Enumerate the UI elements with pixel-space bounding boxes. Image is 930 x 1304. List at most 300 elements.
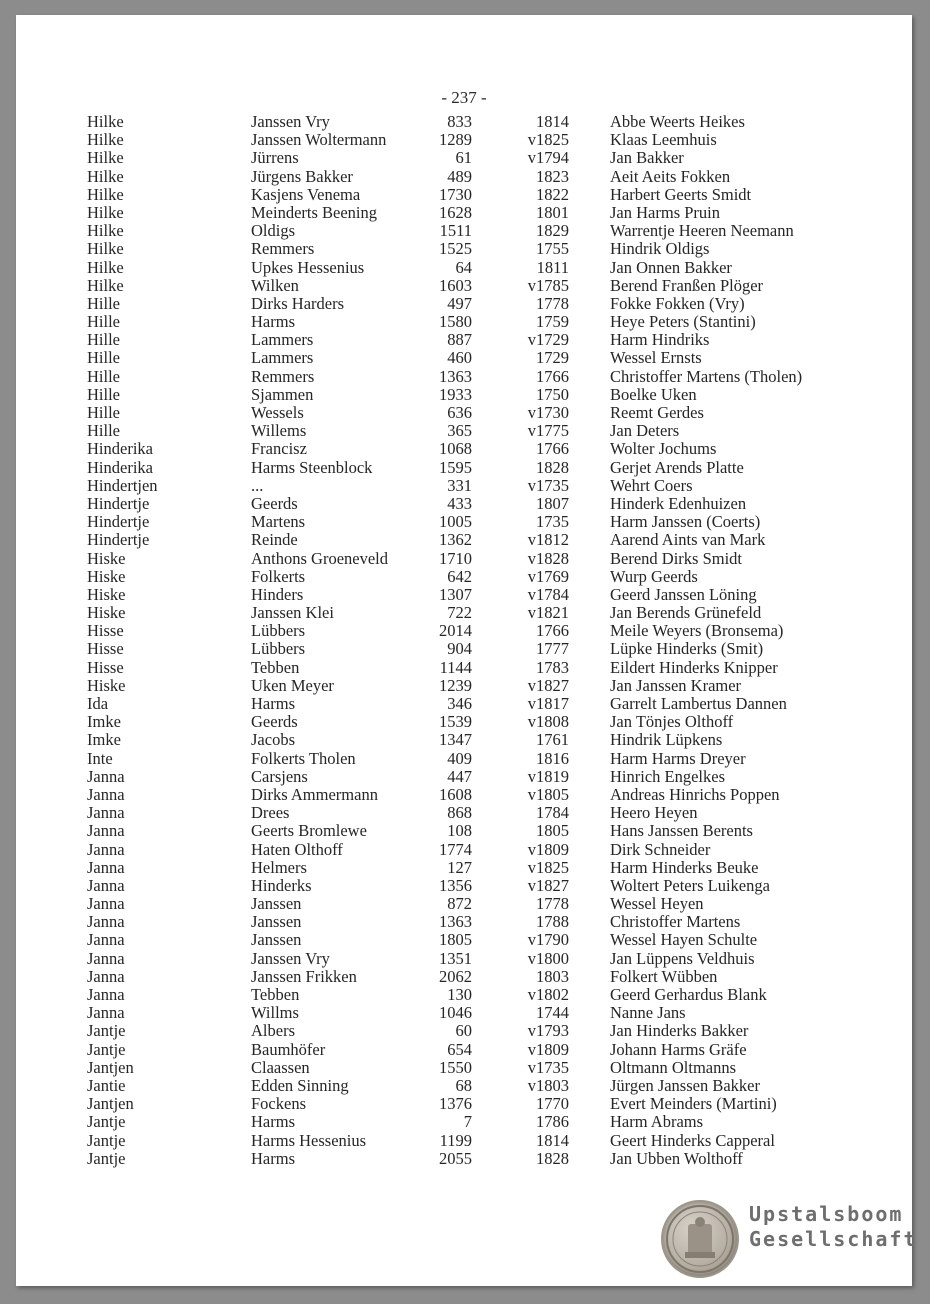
first-name-cell: Hisse <box>87 657 124 677</box>
spouse-cell: Boelke Uken <box>610 384 697 404</box>
year-cell: 1823 <box>536 166 569 186</box>
surname-cell: ... <box>251 475 264 495</box>
spouse-cell: Folkert Wübben <box>610 966 718 986</box>
spouse-cell: Johann Harms Gräfe <box>610 1039 747 1059</box>
register-row <box>87 986 847 1004</box>
year-cell: v1800 <box>527 948 569 968</box>
surname-cell: Folkerts Tholen <box>251 748 356 768</box>
register-row <box>87 604 847 622</box>
surname-cell: Fockens <box>251 1094 306 1114</box>
register-row <box>87 1113 847 1131</box>
spouse-cell: Wurp Geerds <box>610 566 698 586</box>
number-cell: 1356 <box>439 875 472 895</box>
number-cell: 1068 <box>439 439 472 459</box>
spouse-cell: Jan Berends Grünefeld <box>610 603 762 623</box>
register-row <box>87 186 847 204</box>
year-cell: v1808 <box>527 712 569 732</box>
number-cell: 1550 <box>439 1057 472 1077</box>
year-cell: v1802 <box>527 985 569 1004</box>
number-cell: 833 <box>447 112 472 131</box>
year-cell: 1788 <box>536 912 569 932</box>
register-row <box>87 768 847 786</box>
number-cell: 1046 <box>439 1003 472 1023</box>
number-cell: 904 <box>447 639 472 659</box>
surname-cell: Helmers <box>251 857 307 877</box>
first-name-cell: Hisse <box>87 639 124 659</box>
spouse-cell: Jan Ubben Wolthoff <box>610 1148 743 1168</box>
surname-cell: Janssen Vry <box>251 948 330 968</box>
register-row <box>87 750 847 768</box>
spouse-cell: Hinrich Engelkes <box>610 766 726 786</box>
spouse-cell: Eildert Hinderks Knipper <box>610 657 778 677</box>
first-name-cell: Hilke <box>87 112 124 131</box>
register-row <box>87 1022 847 1040</box>
first-name-cell: Hindertjen <box>87 475 158 495</box>
surname-cell: Upkes Hessenius <box>251 257 365 277</box>
surname-cell: Drees <box>251 803 290 823</box>
surname-cell: Geerds <box>251 712 298 732</box>
spouse-cell: Reemt Gerdes <box>610 403 704 422</box>
spouse-cell: Jan Janssen Kramer <box>610 675 742 695</box>
spouse-cell: Nanne Jans <box>610 1003 686 1023</box>
spouse-cell: Jan Bakker <box>610 148 684 168</box>
first-name-cell: Janna <box>87 821 125 841</box>
register-row <box>87 895 847 913</box>
number-cell: 1525 <box>439 239 472 259</box>
first-name-cell: Hilke <box>87 221 124 241</box>
number-cell: 61 <box>455 148 472 168</box>
year-cell: v1784 <box>527 584 569 604</box>
first-name-cell: Jantje <box>87 1130 126 1150</box>
register-row <box>87 804 847 822</box>
year-cell: v1827 <box>527 875 569 895</box>
year-cell: 1822 <box>536 184 569 204</box>
surname-cell: Martens <box>251 512 306 532</box>
register-row <box>87 822 847 840</box>
surname-cell: Anthons Groeneveld <box>251 548 389 568</box>
year-cell: v1828 <box>527 548 569 568</box>
number-cell: 331 <box>447 475 472 495</box>
first-name-cell: Janna <box>87 803 125 823</box>
first-name-cell: Jantjen <box>87 1057 134 1077</box>
first-name-cell: Janna <box>87 875 125 895</box>
number-cell: 130 <box>447 985 472 1004</box>
register-row <box>87 386 847 404</box>
number-cell: 1363 <box>439 366 472 386</box>
number-cell: 1005 <box>439 512 472 532</box>
spouse-cell: Berend Franßen Plöger <box>610 275 764 295</box>
number-cell: 1603 <box>439 275 472 295</box>
register-row <box>87 659 847 677</box>
surname-cell: Uken Meyer <box>251 675 334 695</box>
surname-cell: Dirks Ammermann <box>251 784 378 804</box>
year-cell: v1821 <box>527 603 569 623</box>
register-row <box>87 550 847 568</box>
number-cell: 7 <box>463 1112 472 1132</box>
first-name-cell: Ida <box>87 694 109 713</box>
surname-cell: Janssen Woltermann <box>251 130 387 150</box>
first-name-cell: Hilke <box>87 184 124 204</box>
year-cell: v1817 <box>527 694 569 713</box>
surname-cell: Jürgens Bakker <box>251 166 353 186</box>
surname-cell: Albers <box>251 1021 295 1041</box>
first-name-cell: Hilke <box>87 202 124 222</box>
surname-cell: Remmers <box>251 366 315 386</box>
number-cell: 654 <box>447 1039 472 1059</box>
number-cell: 1199 <box>439 1130 472 1150</box>
year-cell: v1812 <box>527 530 569 550</box>
spouse-cell: Andreas Hinrichs Poppen <box>610 784 780 804</box>
number-cell: 872 <box>447 894 472 914</box>
register-row <box>87 586 847 604</box>
register-row <box>87 859 847 877</box>
register-row <box>87 1132 847 1150</box>
spouse-cell: Hindrik Lüpkens <box>610 730 723 750</box>
first-name-cell: Jantje <box>87 1112 126 1132</box>
number-cell: 1608 <box>439 784 472 804</box>
surname-cell: Lübbers <box>251 621 306 641</box>
register-row <box>87 531 847 549</box>
first-name-cell: Janna <box>87 985 125 1004</box>
year-cell: v1769 <box>527 566 569 586</box>
year-cell: 1735 <box>536 512 569 532</box>
number-cell: 722 <box>447 603 472 623</box>
spouse-cell: Geerd Gerhardus Blank <box>610 985 767 1004</box>
year-cell: v1730 <box>527 403 569 422</box>
first-name-cell: Inte <box>87 748 113 768</box>
year-cell: 1761 <box>536 730 569 750</box>
register-row <box>87 259 847 277</box>
spouse-cell: Geert Hinderks Capperal <box>610 1130 775 1150</box>
surname-cell: Janssen <box>251 930 302 950</box>
number-cell: 1363 <box>439 912 472 932</box>
first-name-cell: Jantje <box>87 1148 126 1168</box>
number-cell: 642 <box>447 566 472 586</box>
register-row <box>87 368 847 386</box>
spouse-cell: Harm Harms Dreyer <box>610 748 746 768</box>
surname-cell: Willms <box>251 1003 299 1023</box>
spouse-cell: Harbert Geerts Smidt <box>610 184 752 204</box>
first-name-cell: Hiske <box>87 603 126 623</box>
surname-cell: Meinderts Beening <box>251 202 378 222</box>
year-cell: 1759 <box>536 312 569 332</box>
number-cell: 68 <box>455 1075 472 1095</box>
first-name-cell: Imke <box>87 712 121 732</box>
first-name-cell: Hilke <box>87 130 124 150</box>
first-name-cell: Hinderika <box>87 457 153 477</box>
number-cell: 460 <box>447 348 472 368</box>
first-name-cell: Hindertje <box>87 512 150 532</box>
register-row <box>87 1150 847 1168</box>
spouse-cell: Harm Abrams <box>610 1112 704 1132</box>
surname-cell: Wessels <box>251 403 304 422</box>
number-cell: 1539 <box>439 712 472 732</box>
spouse-cell: Klaas Leemhuis <box>610 130 717 150</box>
surname-cell: Janssen Vry <box>251 112 330 131</box>
register-row <box>87 404 847 422</box>
surname-cell: Jacobs <box>251 730 295 750</box>
year-cell: 1803 <box>536 966 569 986</box>
year-cell: 1766 <box>536 439 569 459</box>
number-cell: 1933 <box>439 384 472 404</box>
number-cell: 1710 <box>439 548 472 568</box>
first-name-cell: Hindertje <box>87 530 150 550</box>
year-cell: 1828 <box>536 457 569 477</box>
surname-cell: Remmers <box>251 239 315 259</box>
first-name-cell: Janna <box>87 1003 125 1023</box>
surname-cell: Harms <box>251 1112 295 1132</box>
first-name-cell: Hille <box>87 330 120 350</box>
spouse-cell: Jan Deters <box>610 421 680 441</box>
number-cell: 1730 <box>439 184 472 204</box>
year-cell: 1777 <box>536 639 569 659</box>
register-row <box>87 422 847 440</box>
year-cell: v1803 <box>527 1075 569 1095</box>
spouse-cell: Lüpke Hinderks (Smit) <box>610 639 764 659</box>
register-row <box>87 168 847 186</box>
spouse-cell: Christoffer Martens (Tholen) <box>610 366 803 386</box>
register-row <box>87 240 847 258</box>
register-row <box>87 713 847 731</box>
spouse-cell: Wessel Ernsts <box>610 348 702 368</box>
year-cell: 1828 <box>536 1148 569 1168</box>
year-cell: 1770 <box>536 1094 569 1114</box>
first-name-cell: Hilke <box>87 239 124 259</box>
register-row <box>87 204 847 222</box>
surname-cell: Harms Hessenius <box>251 1130 367 1150</box>
first-name-cell: Jantje <box>87 1039 126 1059</box>
first-name-cell: Hiske <box>87 566 126 586</box>
year-cell: 1755 <box>536 239 569 259</box>
spouse-cell: Jan Tönjes Olthoff <box>610 712 734 732</box>
number-cell: 1580 <box>439 312 472 332</box>
year-cell: 1807 <box>536 493 569 513</box>
document-page <box>16 15 918 1286</box>
spouse-cell: Abbe Weerts Heikes <box>610 112 745 131</box>
year-cell: 1829 <box>536 221 569 241</box>
spouse-cell: Evert Meinders (Martini) <box>610 1094 777 1114</box>
register-row <box>87 695 847 713</box>
surname-cell: Willems <box>251 421 307 441</box>
year-cell: 1801 <box>536 202 569 222</box>
surname-cell: Geerds <box>251 493 298 513</box>
first-name-cell: Hille <box>87 384 120 404</box>
number-cell: 2014 <box>439 621 472 641</box>
number-cell: 489 <box>447 166 472 186</box>
surname-cell: Kasjens Venema <box>251 184 361 204</box>
year-cell: 1729 <box>536 348 569 368</box>
spouse-cell: Dirk Schneider <box>610 839 711 859</box>
year-cell: v1805 <box>527 784 569 804</box>
register-row <box>87 440 847 458</box>
spouse-cell: Oltmann Oltmanns <box>610 1057 737 1077</box>
surname-cell: Janssen <box>251 912 302 932</box>
number-cell: 108 <box>447 821 472 841</box>
number-cell: 1307 <box>439 584 472 604</box>
year-cell: 1783 <box>536 657 569 677</box>
spouse-cell: Aarend Aints van Mark <box>610 530 766 550</box>
register-row <box>87 222 847 240</box>
spouse-cell: Jan Harms Pruin <box>610 202 720 222</box>
page-number: - 237 - <box>441 88 487 107</box>
number-cell: 1511 <box>439 221 472 241</box>
number-cell: 887 <box>447 330 472 350</box>
year-cell: 1778 <box>536 894 569 914</box>
brand-line-1: Upstalsboom <box>749 1202 904 1226</box>
year-cell: v1825 <box>527 130 569 150</box>
year-cell: 1786 <box>536 1112 569 1132</box>
year-cell: 1744 <box>536 1003 569 1023</box>
year-cell: 1766 <box>536 366 569 386</box>
first-name-cell: Hinderika <box>87 439 153 459</box>
surname-cell: Carsjens <box>251 766 308 786</box>
first-name-cell: Hilke <box>87 148 124 168</box>
surname-cell: Janssen Frikken <box>251 966 357 986</box>
first-name-cell: Janna <box>87 966 125 986</box>
year-cell: v1785 <box>527 275 569 295</box>
year-cell: v1809 <box>527 1039 569 1059</box>
first-name-cell: Janna <box>87 912 125 932</box>
number-cell: 1289 <box>439 130 472 150</box>
register-row <box>87 1059 847 1077</box>
first-name-cell: Hilke <box>87 275 124 295</box>
register-row <box>87 277 847 295</box>
surname-cell: Folkerts <box>251 566 306 586</box>
number-cell: 64 <box>455 257 472 277</box>
surname-cell: Hinders <box>251 584 304 604</box>
spouse-cell: Gerjet Arends Platte <box>610 457 744 477</box>
year-cell: v1793 <box>527 1021 569 1041</box>
first-name-cell: Hille <box>87 366 120 386</box>
spouse-cell: Garrelt Lambertus Dannen <box>610 694 787 713</box>
register-row <box>87 513 847 531</box>
spouse-cell: Jürgen Janssen Bakker <box>610 1075 760 1095</box>
first-name-cell: Jantie <box>87 1075 126 1095</box>
register-row <box>87 1077 847 1095</box>
surname-cell: Lammers <box>251 348 314 368</box>
year-cell: v1735 <box>527 475 569 495</box>
number-cell: 1362 <box>439 530 472 550</box>
spouse-cell: Heye Peters (Stantini) <box>610 312 756 332</box>
first-name-cell: Hille <box>87 421 120 441</box>
register-row <box>87 913 847 931</box>
surname-cell: Lübbers <box>251 639 306 659</box>
first-name-cell: Janna <box>87 839 125 859</box>
first-name-cell: Janna <box>87 784 125 804</box>
spouse-cell: Woltert Peters Luikenga <box>610 875 770 895</box>
spouse-cell: Meile Weyers (Bronsema) <box>610 621 784 641</box>
surname-cell: Dirks Harders <box>251 293 345 313</box>
number-cell: 1628 <box>439 202 472 222</box>
first-name-cell: Hilke <box>87 257 124 277</box>
register-row <box>87 841 847 859</box>
surname-cell: Haten Olthoff <box>251 839 343 859</box>
surname-cell: Harms Steenblock <box>251 457 373 477</box>
surname-cell: Tebben <box>251 985 300 1004</box>
number-cell: 1347 <box>439 730 472 750</box>
brand-line-2: Gesellschaft <box>749 1227 918 1251</box>
year-cell: 1750 <box>536 384 569 404</box>
number-cell: 409 <box>447 748 472 768</box>
surname-cell: Harms <box>251 312 295 332</box>
year-cell: 1784 <box>536 803 569 823</box>
spouse-cell: Warrentje Heeren Neemann <box>610 221 794 241</box>
surname-cell: Hinderks <box>251 875 312 895</box>
spouse-cell: Geerd Janssen Löning <box>610 584 757 604</box>
register-row <box>87 931 847 949</box>
brand-name <box>749 1202 918 1252</box>
surname-cell: Baumhöfer <box>251 1039 326 1059</box>
year-cell: v1819 <box>527 766 569 786</box>
first-name-cell: Imke <box>87 730 121 750</box>
first-name-cell: Hille <box>87 293 120 313</box>
number-cell: 127 <box>447 857 472 877</box>
first-name-cell: Janna <box>87 766 125 786</box>
surname-cell: Geerts Bromlewe <box>251 821 367 841</box>
spouse-cell: Harm Janssen (Coerts) <box>610 512 761 532</box>
register-row <box>87 568 847 586</box>
year-cell: 1814 <box>536 112 569 131</box>
surname-cell: Francisz <box>251 439 307 459</box>
register-row <box>87 313 847 331</box>
year-cell: 1778 <box>536 293 569 313</box>
year-cell: 1811 <box>536 257 569 277</box>
register-row <box>87 149 847 167</box>
register-row <box>87 877 847 895</box>
number-cell: 1376 <box>439 1094 472 1114</box>
seal-emblem <box>661 1200 739 1278</box>
surname-cell: Lammers <box>251 330 314 350</box>
first-name-cell: Hiske <box>87 675 126 695</box>
register-row <box>87 1095 847 1113</box>
spouse-cell: Wessel Hayen Schulte <box>610 930 758 950</box>
surname-cell: Janssen Klei <box>251 603 334 623</box>
first-name-cell: Hiske <box>87 548 126 568</box>
number-cell: 1351 <box>439 948 472 968</box>
register-row <box>87 968 847 986</box>
surname-cell: Reinde <box>251 530 298 550</box>
first-name-cell: Janna <box>87 930 125 950</box>
year-cell: v1790 <box>527 930 569 950</box>
number-cell: 1774 <box>439 839 472 859</box>
surname-cell: Harms <box>251 1148 295 1168</box>
spouse-cell: Wessel Heyen <box>610 894 704 914</box>
number-cell: 2055 <box>439 1148 472 1168</box>
surname-cell: Oldigs <box>251 221 296 241</box>
register-row <box>87 349 847 367</box>
spouse-cell: Hindrik Oldigs <box>610 239 710 259</box>
register-row <box>87 950 847 968</box>
number-cell: 346 <box>447 694 472 713</box>
spouse-cell: Heero Heyen <box>610 803 698 823</box>
register-row <box>87 495 847 513</box>
surname-cell: Sjammen <box>251 384 314 404</box>
spouse-cell: Harm Hinderks Beuke <box>610 857 759 877</box>
register-row <box>87 131 847 149</box>
first-name-cell: Hiske <box>87 584 126 604</box>
year-cell: 1805 <box>536 821 569 841</box>
first-name-cell: Jantjen <box>87 1094 134 1114</box>
number-cell: 433 <box>447 493 472 513</box>
year-cell: v1825 <box>527 857 569 877</box>
number-cell: 447 <box>447 766 472 786</box>
spouse-cell: Hinderk Edenhuizen <box>610 493 747 513</box>
year-cell: v1809 <box>527 839 569 859</box>
spouse-cell: Fokke Fokken (Vry) <box>610 293 745 313</box>
surname-cell: Harms <box>251 694 295 713</box>
register-row <box>87 295 847 313</box>
number-cell: 365 <box>447 421 472 441</box>
